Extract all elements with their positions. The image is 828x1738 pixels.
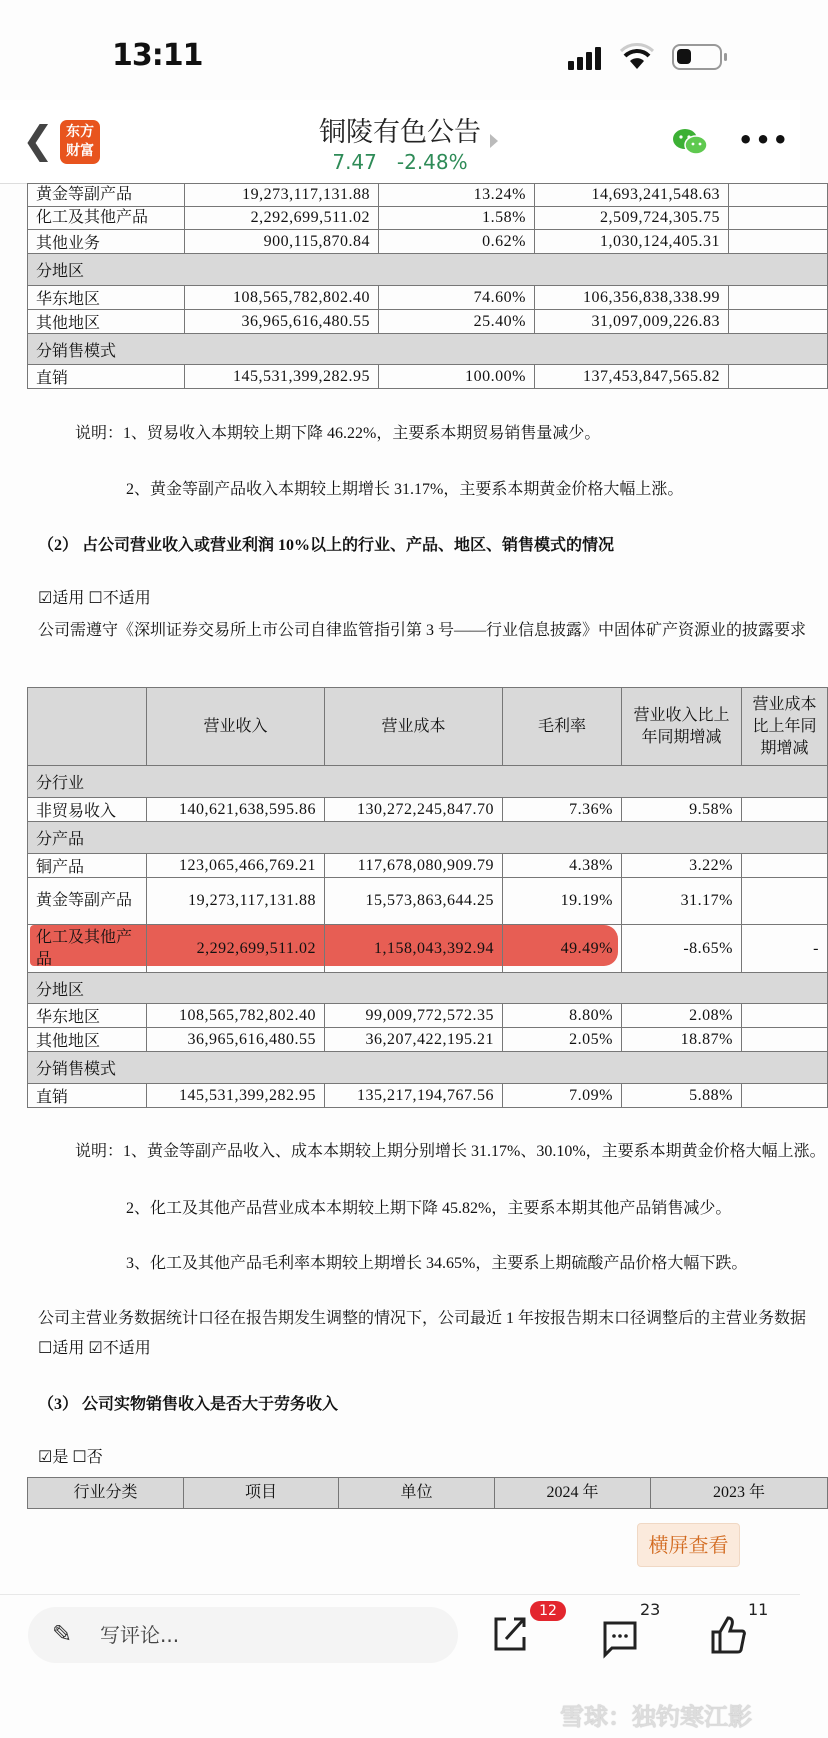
table-row — [28, 310, 828, 334]
signal-icon — [568, 47, 601, 70]
cell-value: 19,273,117,131.88 — [147, 878, 325, 925]
cell-value: 2,509,724,305.75 — [535, 207, 729, 230]
cell-value: 137,453,847,565.82 — [535, 365, 729, 389]
column-header — [28, 688, 147, 766]
column-header: 营业收入 — [147, 688, 325, 766]
cell-value: 900,115,870.84 — [185, 230, 379, 254]
cell-value: 7.36% — [503, 798, 622, 822]
pen-icon: ✎ — [52, 1620, 73, 1648]
cell-value: 7.09% — [503, 1084, 622, 1108]
more-icon[interactable]: ••• — [738, 126, 791, 154]
cell-value: 0.62% — [379, 230, 535, 254]
cell-value: 4.38% — [503, 854, 622, 878]
back-icon[interactable]: ❮ — [22, 118, 54, 162]
cell-value: 123,065,466,769.21 — [147, 854, 325, 878]
applicable-checkbox: ☑适用 ☐不适用 — [38, 590, 151, 607]
row-label: 化工及其他产品 — [28, 925, 147, 973]
table-row — [28, 925, 828, 973]
cell-value: 13.24% — [379, 184, 535, 207]
table-row — [28, 1084, 828, 1108]
stock-price: 7.47 — [332, 150, 377, 174]
cell-value: -8.65% — [622, 925, 742, 973]
table-row — [28, 854, 828, 878]
cell-value: 36,965,616,480.55 — [147, 1028, 325, 1052]
cell-value: 117,678,080,909.79 — [325, 854, 503, 878]
comment-icon[interactable] — [602, 1620, 638, 1656]
cell-value: 130,272,245,847.70 — [325, 798, 503, 822]
column-header: 营业成本比上年同期增减 — [742, 688, 828, 766]
section-row — [28, 973, 828, 1004]
note-2: 2、黄金等副产品收入本期较上期增长 31.17%，主要系本期黄金价格大幅上涨。 — [126, 481, 684, 498]
table-row — [28, 798, 828, 822]
cell-value: 2.05% — [503, 1028, 622, 1052]
note-2-1: 说明：1、黄金等副产品收入、成本本期较上期分别增长 31.17%、30.10%，主要系本期黄金价格大幅上涨。 — [75, 1143, 826, 1160]
cell-value: 25.40% — [379, 310, 535, 334]
row-label: 其他地区 — [28, 1028, 147, 1052]
table-row — [28, 365, 828, 389]
battery-icon — [672, 44, 722, 70]
cell-value: 108,565,782,802.40 — [185, 286, 379, 310]
cell-value — [742, 798, 828, 822]
cell-value — [742, 878, 828, 925]
cell-value: 145,531,399,282.95 — [185, 365, 379, 389]
section-2-heading: （2） 占公司营业收入或营业利润 10%以上的行业、产品、地区、销售模式的情况 — [38, 537, 615, 554]
section-3-heading: （3） 公司实物销售收入是否大于劳务收入 — [38, 1396, 339, 1413]
cell-value: 31,097,009,226.83 — [535, 310, 729, 334]
section-2-text: 公司需遵守《深圳证券交易所上市公司自律监管指引第 3 号——行业信息披露》中固体矿产资源业的披露要求 — [38, 622, 807, 639]
comment-count: 23 — [640, 1600, 661, 1619]
section-label: 分销售模式 — [28, 1052, 828, 1084]
column-header: 毛利率 — [503, 688, 622, 766]
section-row — [28, 822, 828, 854]
cell-value: 14,693,241,548.63 — [535, 184, 729, 207]
revenue-composition-table — [27, 183, 828, 389]
cell-value — [729, 310, 828, 334]
cell-value: 106,356,838,338.99 — [535, 286, 729, 310]
cell-value: 99,009,772,572.35 — [325, 1004, 503, 1028]
stock-change: -2.48% — [396, 150, 468, 174]
cell-value — [729, 365, 828, 389]
comment-input[interactable]: 写评论... — [28, 1607, 458, 1663]
column-header: 2024 年 — [495, 1478, 651, 1509]
app-header — [0, 100, 800, 184]
cell-value: 5.88% — [622, 1084, 742, 1108]
cell-value: 135,217,194,767.56 — [325, 1084, 503, 1108]
cell-value: 19.19% — [503, 878, 622, 925]
cell-value: 18.87% — [622, 1028, 742, 1052]
cell-value: 2,292,699,511.02 — [185, 207, 379, 230]
row-label: 其他地区 — [28, 310, 185, 334]
row-label: 黄金等副产品 — [28, 184, 185, 207]
share-badge: 12 — [530, 1601, 566, 1621]
cell-value: 31.17% — [622, 878, 742, 925]
table-row — [28, 207, 828, 230]
cell-value: 145,531,399,282.95 — [147, 1084, 325, 1108]
row-label: 非贸易收入 — [28, 798, 147, 822]
adjust-checkbox: ☐适用 ☑不适用 — [38, 1340, 151, 1357]
note-2-2: 2、化工及其他产品营业成本本期较上期下降 45.82%，主要系本期其他产品销售减少。 — [126, 1200, 732, 1217]
cell-value: 36,965,616,480.55 — [185, 310, 379, 334]
table-row — [28, 184, 828, 207]
cell-value — [742, 854, 828, 878]
status-time: 13:11 — [112, 38, 203, 73]
cell-value: 3.22% — [622, 854, 742, 878]
cell-value: 19,273,117,131.88 — [185, 184, 379, 207]
table-row — [28, 1004, 828, 1028]
section-label: 分地区 — [28, 973, 828, 1004]
like-count: 11 — [748, 1600, 769, 1619]
column-header: 单位 — [339, 1478, 495, 1509]
cell-value: 8.80% — [503, 1004, 622, 1028]
cell-value: 1,030,124,405.31 — [535, 230, 729, 254]
landscape-view-button[interactable]: 横屏查看 — [637, 1523, 740, 1567]
cell-value — [729, 207, 828, 230]
cell-value: 2.08% — [622, 1004, 742, 1028]
section-row — [28, 254, 828, 286]
note-2-3: 3、化工及其他产品毛利率本期较上期增长 34.65%，主要系上期硫酸产品价格大幅下跌。 — [126, 1255, 748, 1272]
section-label: 分产品 — [28, 822, 828, 854]
note-1: 说明：1、贸易收入本期较上期下降 46.22%，主要系本期贸易销售量减少。 — [75, 425, 601, 442]
table-row — [28, 230, 828, 254]
column-header: 营业成本 — [325, 688, 503, 766]
divider — [0, 1594, 800, 1595]
wechat-share-icon[interactable] — [672, 128, 708, 156]
expand-arrow-icon[interactable] — [490, 134, 498, 148]
cell-value — [729, 286, 828, 310]
cell-value: 9.58% — [622, 798, 742, 822]
section-row — [28, 334, 828, 365]
cell-value: - — [742, 925, 828, 973]
physical-sales-table — [27, 1477, 828, 1509]
cell-value: 36,207,422,195.21 — [325, 1028, 503, 1052]
section-3-checkbox: ☑是 ☐否 — [38, 1449, 103, 1466]
like-icon[interactable] — [710, 1615, 746, 1655]
row-label: 直销 — [28, 1084, 147, 1108]
column-header: 2023 年 — [651, 1478, 828, 1509]
cell-value: 108,565,782,802.40 — [147, 1004, 325, 1028]
row-label: 华东地区 — [28, 286, 185, 310]
row-label: 直销 — [28, 365, 185, 389]
wifi-icon — [620, 44, 654, 70]
cell-value: 15,573,863,644.25 — [325, 878, 503, 925]
cell-value — [729, 184, 828, 207]
section-label: 分销售模式 — [28, 334, 828, 365]
row-label: 其他业务 — [28, 230, 185, 254]
row-label: 铜产品 — [28, 854, 147, 878]
column-header: 营业收入比上年同期增减 — [622, 688, 742, 766]
cell-value: 100.00% — [379, 365, 535, 389]
column-header: 行业分类 — [28, 1478, 184, 1509]
cell-value: 74.60% — [379, 286, 535, 310]
page-title: 铜陵有色公告 — [319, 117, 481, 148]
row-label: 华东地区 — [28, 1004, 147, 1028]
adjust-text: 公司主营业务数据统计口径在报告期发生调整的情况下，公司最近 1 年按报告期末口径调整后的主营业务数据 — [38, 1310, 807, 1327]
row-label: 化工及其他产品 — [28, 207, 185, 230]
cell-value: 1,158,043,392.94 — [325, 925, 503, 973]
section-row — [28, 1052, 828, 1084]
cell-value — [729, 230, 828, 254]
share-icon[interactable] — [492, 1613, 528, 1653]
cell-value — [742, 1028, 828, 1052]
row-label: 黄金等副产品 — [28, 878, 147, 925]
cell-value — [742, 1084, 828, 1108]
section-label: 分行业 — [28, 766, 828, 798]
watermark: 雪球：独钓寒江影 — [560, 1703, 752, 1731]
cell-value: 2,292,699,511.02 — [147, 925, 325, 973]
section-label: 分地区 — [28, 254, 828, 286]
cell-value: 49.49% — [503, 925, 622, 973]
table-row — [28, 878, 828, 925]
table-row — [28, 1028, 828, 1052]
cell-value — [742, 1004, 828, 1028]
table-row — [28, 286, 828, 310]
section-row — [28, 766, 828, 798]
segment-table — [27, 687, 828, 1108]
cell-value: 1.58% — [379, 207, 535, 230]
app-logo: 东方财富 — [60, 120, 100, 164]
cell-value: 140,621,638,595.86 — [147, 798, 325, 822]
column-header: 项目 — [184, 1478, 339, 1509]
